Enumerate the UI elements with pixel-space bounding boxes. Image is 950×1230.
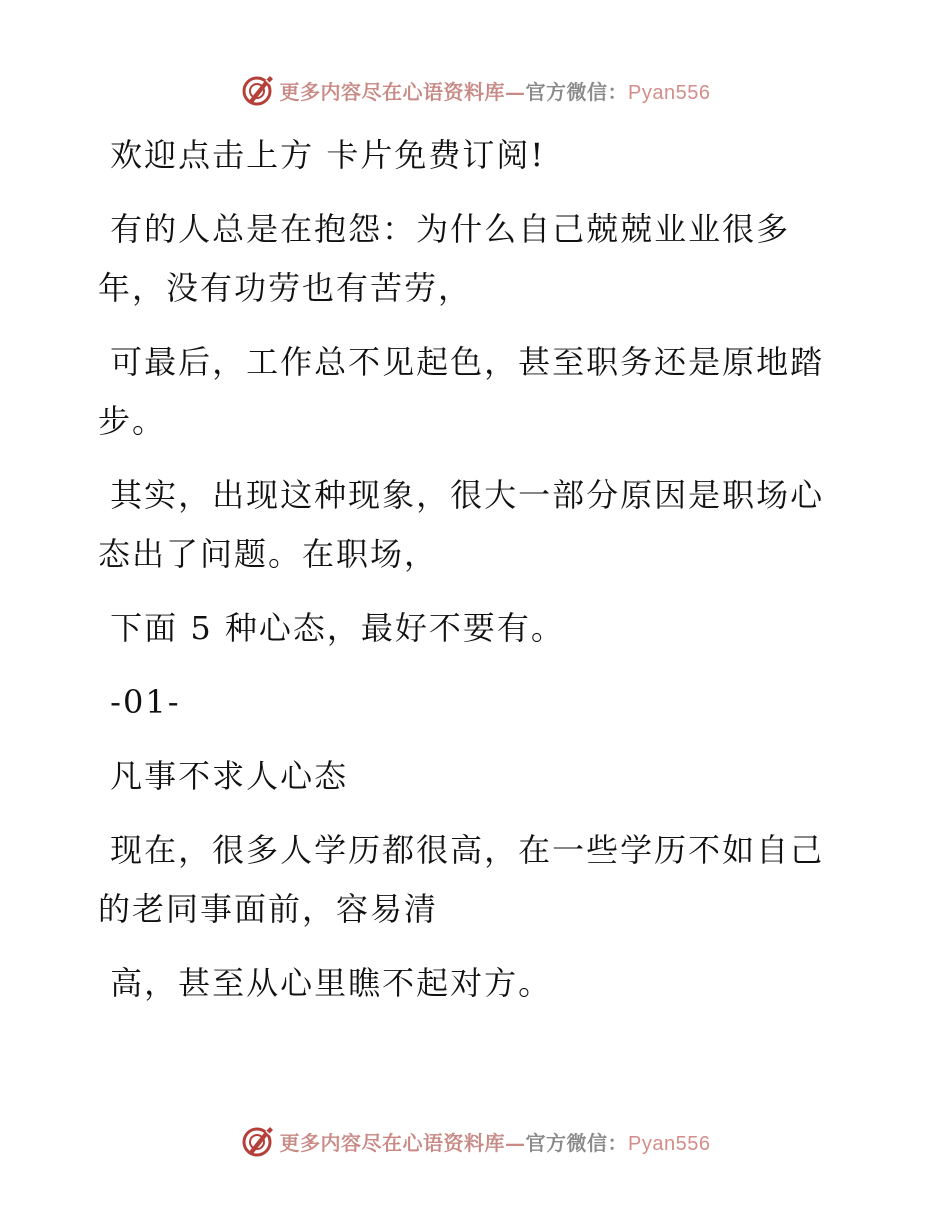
wechat-id: Pyan556 bbox=[628, 81, 711, 104]
paragraph-complaint: 有的人总是在抱怨：为什么自己兢兢业业很多年，没有功劳也有苦劳， bbox=[98, 210, 791, 307]
paragraph-intro: 欢迎点击上方 卡片免费订阅! bbox=[98, 136, 546, 174]
wechat-label: 官方微信： bbox=[525, 1130, 629, 1155]
paragraph-look-down: 高，甚至从心里瞧不起对方。 bbox=[98, 964, 553, 1002]
paragraph-education: 现在，很多人学历都很高，在一些学历不如自己的老同事面前，容易清 bbox=[98, 831, 825, 928]
pen-logo-icon bbox=[240, 1123, 276, 1159]
brand-text: 更多内容尽在心语资料库— bbox=[279, 1130, 526, 1155]
footer-watermark bbox=[0, 1121, 950, 1161]
section-number: -01- bbox=[98, 683, 181, 721]
wechat-label: 官方微信： bbox=[525, 79, 629, 104]
wechat-id: Pyan556 bbox=[628, 1132, 711, 1155]
paragraph-no-progress: 可最后，工作总不见起色，甚至职务还是原地踏步。 bbox=[98, 343, 825, 440]
section-heading: 凡事不求人心态 bbox=[98, 757, 349, 795]
brand-text: 更多内容尽在心语资料库— bbox=[279, 79, 526, 104]
paragraph-five-attitudes: 下面 5 种心态，最好不要有。 bbox=[98, 609, 565, 647]
pen-logo-icon bbox=[240, 72, 276, 108]
paragraph-reason: 其实，出现这种现象，很大一部分原因是职场心态出了问题。在职场， bbox=[98, 476, 825, 573]
document-body bbox=[98, 126, 838, 1028]
header-watermark bbox=[0, 70, 950, 110]
